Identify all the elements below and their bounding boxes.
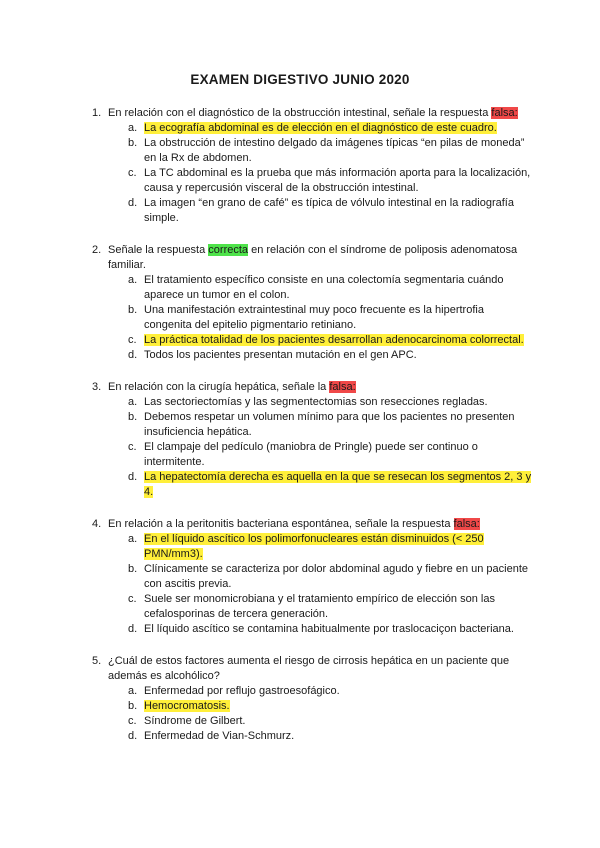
stem-text: En relación con el diagnóstico de la obstrucción intestinal, señale la respuesta [108,107,492,119]
option-text: Debemos respetar un volumen mínimo para que los pacientes no presenten insuficiencia hepática. [144,411,515,438]
option-text-answer: En el líquido ascítico los polimorfonucleares están disminuidos (< 250 PMN/mm3). [144,533,484,560]
question-5 [0,654,600,744]
option-a [0,684,600,699]
option-letter: b. [128,304,138,316]
option-list [0,395,600,500]
question-stem [108,106,533,121]
option-list [0,121,600,226]
option-letter: b. [128,700,138,712]
option-text: Suele ser monomicrobiana y el tratamiento empírico de elección son las cefalosporinas de tercera generación. [144,593,495,620]
question-number: 2. [92,244,102,256]
option-text: Las sectoriectomías y las segmentectomias son resecciones regladas. [144,396,488,408]
option-text: Una manifestación extraintestinal muy poco frecuente es la hipertrofia congenita del epitelio pigmentario retiniano. [144,304,484,331]
option-letter: c. [128,167,137,179]
stem-text: Señale la respuesta [108,244,209,256]
question-stem [108,380,533,395]
question-4 [0,517,600,637]
option-letter: b. [128,563,138,575]
option-c [0,333,600,348]
keyword-correcta: correcta [208,244,249,256]
option-text-answer: La hepatectomía derecha es aquella en la que se resecan los segmentos 2, 3 y 4. [144,471,532,498]
option-b [0,562,600,592]
option-letter: d. [128,471,138,483]
option-text: Todos los pacientes presentan mutación en el gen APC. [144,349,417,361]
question-stem [108,517,533,532]
option-d [0,348,600,363]
option-b [0,699,600,714]
option-text-answer: La práctica totalidad de los pacientes desarrollan adenocarcinoma colorrectal. [144,334,524,346]
option-list [0,532,600,637]
option-text-answer: Hemocromatosis. [144,700,230,712]
option-c [0,440,600,470]
option-letter: d. [128,623,138,635]
option-letter: c. [128,593,137,605]
option-text: El clampaje del pedículo (maniobra de Pringle) puede ser continuo o intermitente. [144,441,478,468]
question-stem: ¿Cuál de estos factores aumenta el riesgo de cirrosis hepática en un paciente que además es alcohólico? [108,655,510,682]
stem-text: En relación a la peritonitis bacteriana espontánea, señale la respuesta [108,518,454,530]
option-a [0,273,600,303]
question-number: 4. [92,518,102,530]
option-b [0,410,600,440]
option-c [0,714,600,729]
option-text: El tratamiento específico consiste en una colectomía segmentaria cuándo aparece un tumor en el colon. [144,274,504,301]
option-letter: a. [128,396,138,408]
question-3 [0,380,600,500]
option-text: La TC abdominal es la prueba que más información aporta para la localización, causa y repercusión visceral de la obstrucción intestinal. [144,167,531,194]
option-text-answer: La ecografía abdominal es de elección en el diagnóstico de este cuadro. [144,122,497,134]
option-letter: a. [128,122,138,134]
option-text: El líquido ascítico se contamina habitualmente por traslocaciçon bacteriana. [144,623,514,635]
keyword-falsa: falsa: [491,107,518,119]
option-letter: b. [128,411,138,423]
option-text: Síndrome de Gilbert. [144,715,246,727]
option-text: Enfermedad por reflujo gastroesofágico. [144,685,340,697]
question-number: 1. [92,107,102,119]
option-b [0,303,600,333]
option-list [0,273,600,363]
option-letter: c. [128,334,137,346]
page-title: EXAMEN DIGESTIVO JUNIO 2020 [190,72,410,87]
question-list [0,106,600,761]
option-text: La obstrucción de intestino delgado da imágenes típicas “en pilas de moneda” en la Rx de abdomen. [144,137,525,164]
option-text: La imagen “en grano de café” es típica de vólvulo intestinal en la radiografía simple. [144,197,514,224]
question-1 [0,106,600,226]
option-letter: c. [128,441,137,453]
question-2 [0,243,600,363]
keyword-falsa: falsa: [453,518,480,530]
option-d [0,622,600,637]
option-letter: c. [128,715,137,727]
stem-text: En relación con la cirugía hepática, señale la [108,381,330,393]
option-letter: b. [128,137,138,149]
option-a [0,121,600,136]
question-stem [108,243,533,273]
option-a [0,395,600,410]
option-letter: a. [128,533,138,545]
option-text: Enfermedad de Vian-Schmurz. [144,730,295,742]
option-letter: d. [128,197,138,209]
option-letter: d. [128,730,138,742]
option-d [0,729,600,744]
option-c [0,592,600,622]
option-b [0,136,600,166]
option-letter: d. [128,349,138,361]
option-d [0,196,600,226]
question-number: 3. [92,381,102,393]
option-list [0,684,600,744]
option-letter: a. [128,274,138,286]
stem-text-after: en relación con el síndrome de poliposis adenomatosa familiar. [108,244,518,271]
option-text: Clínicamente se caracteriza por dolor abdominal agudo y fiebre en un paciente con ascitis previa. [144,563,529,590]
option-letter: a. [128,685,138,697]
keyword-falsa: falsa: [329,381,356,393]
question-number: 5. [92,655,102,667]
option-a [0,532,600,562]
option-c [0,166,600,196]
option-d [0,470,600,500]
